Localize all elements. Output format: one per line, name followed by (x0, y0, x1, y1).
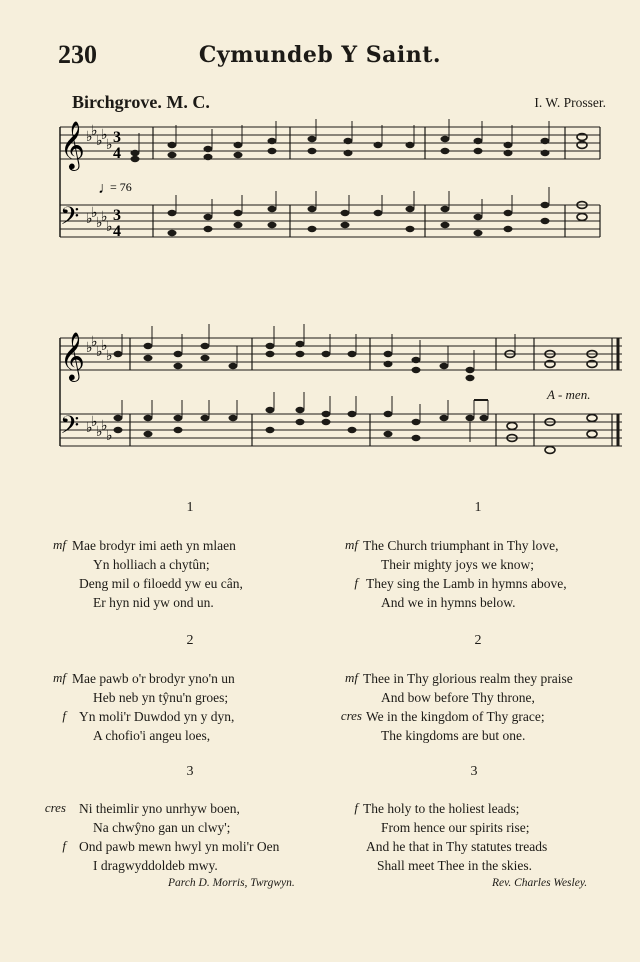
composer-credit: I. W. Prosser. (534, 95, 606, 110)
treble-clef-icon: 𝄞 (60, 120, 85, 169)
bass-staff-1 (60, 205, 600, 237)
notes-2 (114, 341, 598, 454)
svg-text:♭: ♭ (86, 340, 93, 356)
tempo-marking: = 76 (110, 180, 132, 194)
dynamic-marking: mf (53, 537, 66, 552)
svg-text:♭: ♭ (101, 338, 108, 354)
svg-text:♭: ♭ (106, 137, 113, 153)
dynamic-marking: cres (44, 800, 66, 815)
svg-text:♭: ♭ (96, 424, 103, 440)
english-verse-line: Thee in Thy glorious realm they praise (363, 671, 573, 686)
svg-text:♭: ♭ (91, 123, 98, 139)
svg-text:3: 3 (113, 207, 121, 224)
stems-2 (122, 324, 515, 442)
welsh-verse-line: Mae brodyr imi aeth yn mlaen (72, 538, 236, 553)
english-verse-line: The holy to the holiest leads; (363, 801, 520, 816)
dynamic-marking: f (62, 838, 66, 853)
dynamic-marking: mf (345, 537, 358, 552)
welsh-translator-credit: Parch D. Morris, Twrgwyn. (168, 877, 295, 889)
dynamic-marking: mf (345, 670, 358, 685)
welsh-verse-line: Ond pawb mewn hwyl yn moli'r Oen (79, 839, 280, 854)
tune-name: Birchgrove. M. C. (72, 92, 210, 112)
svg-text:3: 3 (113, 129, 121, 146)
svg-text:♭: ♭ (106, 348, 113, 364)
dynamic-marking: f (62, 708, 66, 723)
english-verse-line: The Church triumphant in Thy love, (363, 538, 559, 553)
welsh-verse-line: Er hyn nid yw ond un. (93, 595, 214, 610)
treble-staff-1 (60, 127, 600, 159)
welsh-verse-number: 1 (186, 500, 194, 515)
welsh-verse-line: Yn holliach a chytûn; (93, 557, 210, 572)
amen-text: A - men. (547, 387, 591, 402)
english-verse-line: And bow before Thy throne, (381, 690, 535, 705)
stems-1 (139, 119, 549, 217)
svg-text:♭: ♭ (91, 205, 98, 221)
bass-clef-icon: 𝄢 (60, 202, 80, 237)
english-verse-number: 3 (470, 764, 478, 779)
english-verse-line: And he that in Thy statutes treads (366, 839, 548, 854)
treble-clef-icon: 𝄞 (60, 331, 85, 380)
english-verse-line: The kingdoms are but one. (381, 728, 526, 743)
welsh-verse-line: Mae pawb o'r brodyr yno'n un (72, 671, 235, 686)
svg-text:♭: ♭ (101, 127, 108, 143)
svg-text:♭: ♭ (96, 344, 103, 360)
key-signature-2 (86, 334, 113, 444)
svg-text:♭: ♭ (86, 129, 93, 145)
svg-text:4: 4 (113, 145, 121, 162)
svg-text:♭: ♭ (106, 428, 113, 444)
music-system-2 (0, 318, 640, 468)
quarter-note-icon: ♩ (98, 180, 114, 197)
svg-text:♭: ♭ (96, 215, 103, 231)
welsh-verse-line: Yn moli'r Duwdod yn y dyn, (79, 709, 235, 724)
svg-text:♭: ♭ (101, 209, 108, 225)
welsh-verse-line: Na chwŷno gan un clwy'; (93, 820, 231, 835)
svg-text:♭: ♭ (91, 414, 98, 430)
dynamic-marking: f (354, 800, 358, 815)
english-verse-line: They sing the Lamb in hymns above, (366, 576, 567, 591)
svg-text:♭: ♭ (96, 133, 103, 149)
english-verse-line: Shall meet Thee in the skies. (377, 858, 532, 873)
music-system-1 (0, 115, 640, 255)
english-verse-line: From hence our spirits rise; (381, 820, 530, 835)
svg-text:♭: ♭ (91, 334, 98, 350)
english-verse-line: And we in hymns below. (381, 595, 516, 610)
english-author-credit: Rev. Charles Wesley. (492, 877, 588, 889)
welsh-verse-line: A chofio'i angeu loes, (93, 728, 211, 743)
english-verse-line: We in the kingdom of Thy grace; (366, 709, 545, 724)
book-title: Cymundeb Y Saint. (198, 42, 442, 68)
svg-text:♭: ♭ (101, 418, 108, 434)
welsh-verse-line: Ni theimlir yno unrhyw boen, (79, 801, 240, 816)
welsh-verse-line: I dragwyddoldeb mwy. (93, 858, 218, 873)
english-verse-line: Their mighty joys we know; (381, 557, 534, 572)
english-verse-number: 1 (474, 500, 482, 515)
svg-text:♭: ♭ (106, 219, 113, 235)
bass-clef-icon: 𝄢 (60, 411, 80, 446)
svg-text:♭: ♭ (86, 211, 93, 227)
svg-text:4: 4 (113, 223, 121, 240)
dynamic-marking: cres (340, 708, 362, 723)
english-verse-number: 2 (474, 633, 482, 648)
welsh-verse-number: 3 (186, 764, 194, 779)
page-number: 230 (58, 40, 97, 69)
welsh-verse-line: Deng mil o filoedd yw eu cân, (79, 576, 243, 591)
welsh-verse-number: 2 (186, 633, 194, 648)
key-signature-1 (86, 123, 113, 235)
treble-staff-2 (60, 338, 622, 370)
svg-text:♭: ♭ (86, 420, 93, 436)
welsh-verse-line: Heb neb yn tŷnu'n groes; (93, 690, 229, 705)
dynamic-marking: f (354, 575, 358, 590)
dynamic-marking: mf (53, 670, 66, 685)
